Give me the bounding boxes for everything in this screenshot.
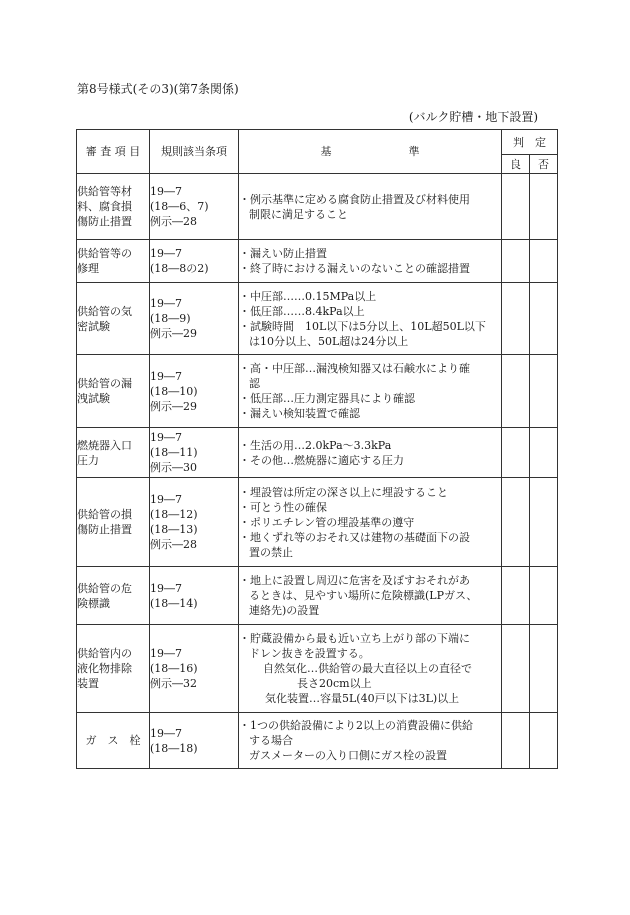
standard-cell: ・中圧部……0.15MPa以上 ・低圧部……8.4kPa以上 ・試験時間 10L以下は5分以上、10L超50L以下 は10分以上、50L超は24分以上	[239, 283, 502, 355]
item-cell: 燃焼器入口 圧力	[77, 428, 150, 478]
rule-cell: 19―7 (18―11) 例示―30	[150, 428, 239, 478]
item-cell: 供給管等の 修理	[77, 240, 150, 283]
judgment-good-cell[interactable]	[502, 713, 530, 769]
table-row	[77, 240, 558, 283]
judgment-good-cell[interactable]	[502, 174, 530, 240]
header-row	[77, 130, 558, 155]
standard-cell: ・例示基準に定める腐食防止措置及び材料使用 制限に満足すること	[239, 174, 502, 240]
judgment-bad-cell[interactable]	[530, 428, 558, 478]
judgment-bad-cell[interactable]	[530, 355, 558, 428]
rule-cell: 19―7 (18―16) 例示―32	[150, 625, 239, 713]
item-cell: 供給管等材 料、腐食損 傷防止措置	[77, 174, 150, 240]
judgment-bad-cell[interactable]	[530, 567, 558, 625]
rule-cell: 19―7 (18―18)	[150, 713, 239, 769]
rule-cell: 19―7 (18―14)	[150, 567, 239, 625]
standard-cell: ・漏えい防止措置 ・終了時における漏えいのないことの確認措置	[239, 240, 502, 283]
standard-cell: ・1つの供給設備により2以上の消費設備に供給 する場合 ガスメーターの入り口側にガス栓の設置	[239, 713, 502, 769]
header-item: 審 査 項 目	[77, 130, 150, 174]
rule-cell: 19―7 (18―6、7) 例示―28	[150, 174, 239, 240]
table-row	[77, 567, 558, 625]
form-title: 第8号様式(その3)(第7条関係)	[77, 82, 239, 96]
judgment-good-cell[interactable]	[502, 355, 530, 428]
judgment-bad-cell[interactable]	[530, 625, 558, 713]
judgment-bad-cell[interactable]	[530, 713, 558, 769]
judgment-bad-cell[interactable]	[530, 240, 558, 283]
standard-cell: ・地上に設置し周辺に危害を及ぼすおそれがあ るときは、見やすい場所に危険標識(LPガス、 連絡先)の設置	[239, 567, 502, 625]
table-row	[77, 478, 558, 567]
table-row	[77, 355, 558, 428]
judgment-bad-cell[interactable]	[530, 478, 558, 567]
header-bad: 否	[530, 155, 558, 174]
rule-cell: 19―7 (18―9) 例示―29	[150, 283, 239, 355]
standard-cell: ・埋設管は所定の深さ以上に埋設すること ・可とう性の確保 ・ポリエチレン管の埋設基準の遵守 ・地くずれ等のおそれ又は建物の基礎面下の設 置の禁止	[239, 478, 502, 567]
rule-cell: 19―7 (18―12) (18―13) 例示―28	[150, 478, 239, 567]
item-cell: ガ ス 栓	[77, 713, 150, 769]
table-row	[77, 428, 558, 478]
header-standard: 基 準	[239, 130, 502, 174]
judgment-good-cell[interactable]	[502, 567, 530, 625]
standard-cell: ・生活の用…2.0kPa～3.3kPa ・その他…燃焼器に適応する圧力	[239, 428, 502, 478]
standard-cell: ・貯蔵設備から最も近い立ち上がり部の下端に ドレン抜きを設置する。 自然気化…供給管の最大直径以上の直径で 長さ20cm以上 気化装置…容量5L(40戸以下は3L)以上	[239, 625, 502, 713]
header-good: 良	[502, 155, 530, 174]
header-rule: 規則該当条項	[150, 130, 239, 174]
table-row	[77, 713, 558, 769]
judgment-bad-cell[interactable]	[530, 174, 558, 240]
inspection-table	[76, 129, 558, 769]
item-cell: 供給管の危 険標識	[77, 567, 150, 625]
item-cell: 供給管の気 密試験	[77, 283, 150, 355]
item-cell: 供給管の損 傷防止措置	[77, 478, 150, 567]
judgment-good-cell[interactable]	[502, 240, 530, 283]
table-row	[77, 625, 558, 713]
judgment-good-cell[interactable]	[502, 478, 530, 567]
rule-cell: 19―7 (18―10) 例示―29	[150, 355, 239, 428]
header-judgment: 判 定	[502, 130, 558, 155]
standard-cell: ・高・中圧部…漏洩検知器又は石鹸水により確 認 ・低圧部…圧力測定器具により確認 ・漏えい検知装置で確認	[239, 355, 502, 428]
table-row	[77, 174, 558, 240]
judgment-good-cell[interactable]	[502, 625, 530, 713]
form-subtitle: (バルク貯槽・地下設置)	[408, 110, 538, 124]
item-cell: 供給管内の 液化物排除 装置	[77, 625, 150, 713]
rule-cell: 19―7 (18―8の2)	[150, 240, 239, 283]
item-cell: 供給管の漏 洩試験	[77, 355, 150, 428]
judgment-good-cell[interactable]	[502, 283, 530, 355]
table-row	[77, 283, 558, 355]
judgment-bad-cell[interactable]	[530, 283, 558, 355]
judgment-good-cell[interactable]	[502, 428, 530, 478]
